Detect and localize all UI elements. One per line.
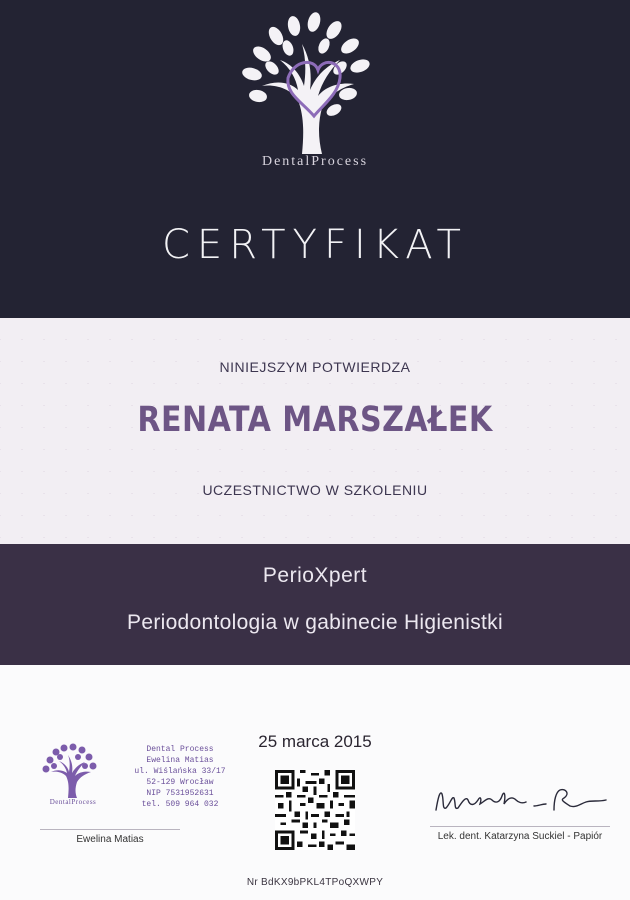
stamp-line: 52-129 Wrocław xyxy=(146,778,214,787)
certificate-number: Nr BdKX9bPKL4TPoQXWPY xyxy=(246,877,384,888)
stamp-line: Ewelina Matias xyxy=(146,756,214,765)
stamp-line: tel. 509 964 032 xyxy=(141,800,219,809)
certificate-title: CERTYFIKAT xyxy=(162,222,468,268)
recipient-name: RENATA MARSZAŁEK xyxy=(137,400,493,440)
course-name: PerioXpert xyxy=(262,564,368,587)
stamp-line: ul. Wiślańska 33/17 xyxy=(134,767,226,776)
right-signer-name: Lek. dent. Katarzyna Suckiel - Papiór xyxy=(437,831,603,842)
right-signature-line xyxy=(430,826,610,827)
stamp-address xyxy=(120,744,240,810)
tree-logo-icon xyxy=(236,8,386,154)
course-band xyxy=(0,544,630,665)
stamp-line: Dental Process xyxy=(146,745,214,754)
participation-text: UCZESTNICTWO W SZKOLENIU xyxy=(202,482,428,498)
left-signature-line xyxy=(40,829,180,830)
handwritten-signature xyxy=(430,780,610,820)
statement-text: NINIEJSZYM POTWIERDZA xyxy=(219,359,411,375)
stamp-brand: DentalProcess xyxy=(49,798,97,806)
issue-date: 25 marca 2015 xyxy=(258,732,372,751)
course-subtitle: Periodontologia w gabinecie Higienistki xyxy=(127,611,503,634)
qr-code xyxy=(275,770,355,850)
company-stamp xyxy=(38,740,226,820)
stamp-line: NIP 7531952631 xyxy=(146,789,214,798)
stamp-tree-icon xyxy=(40,742,102,798)
left-signer-name: Ewelina Matias xyxy=(76,834,144,845)
brand-name: DentalProcess xyxy=(261,154,369,169)
